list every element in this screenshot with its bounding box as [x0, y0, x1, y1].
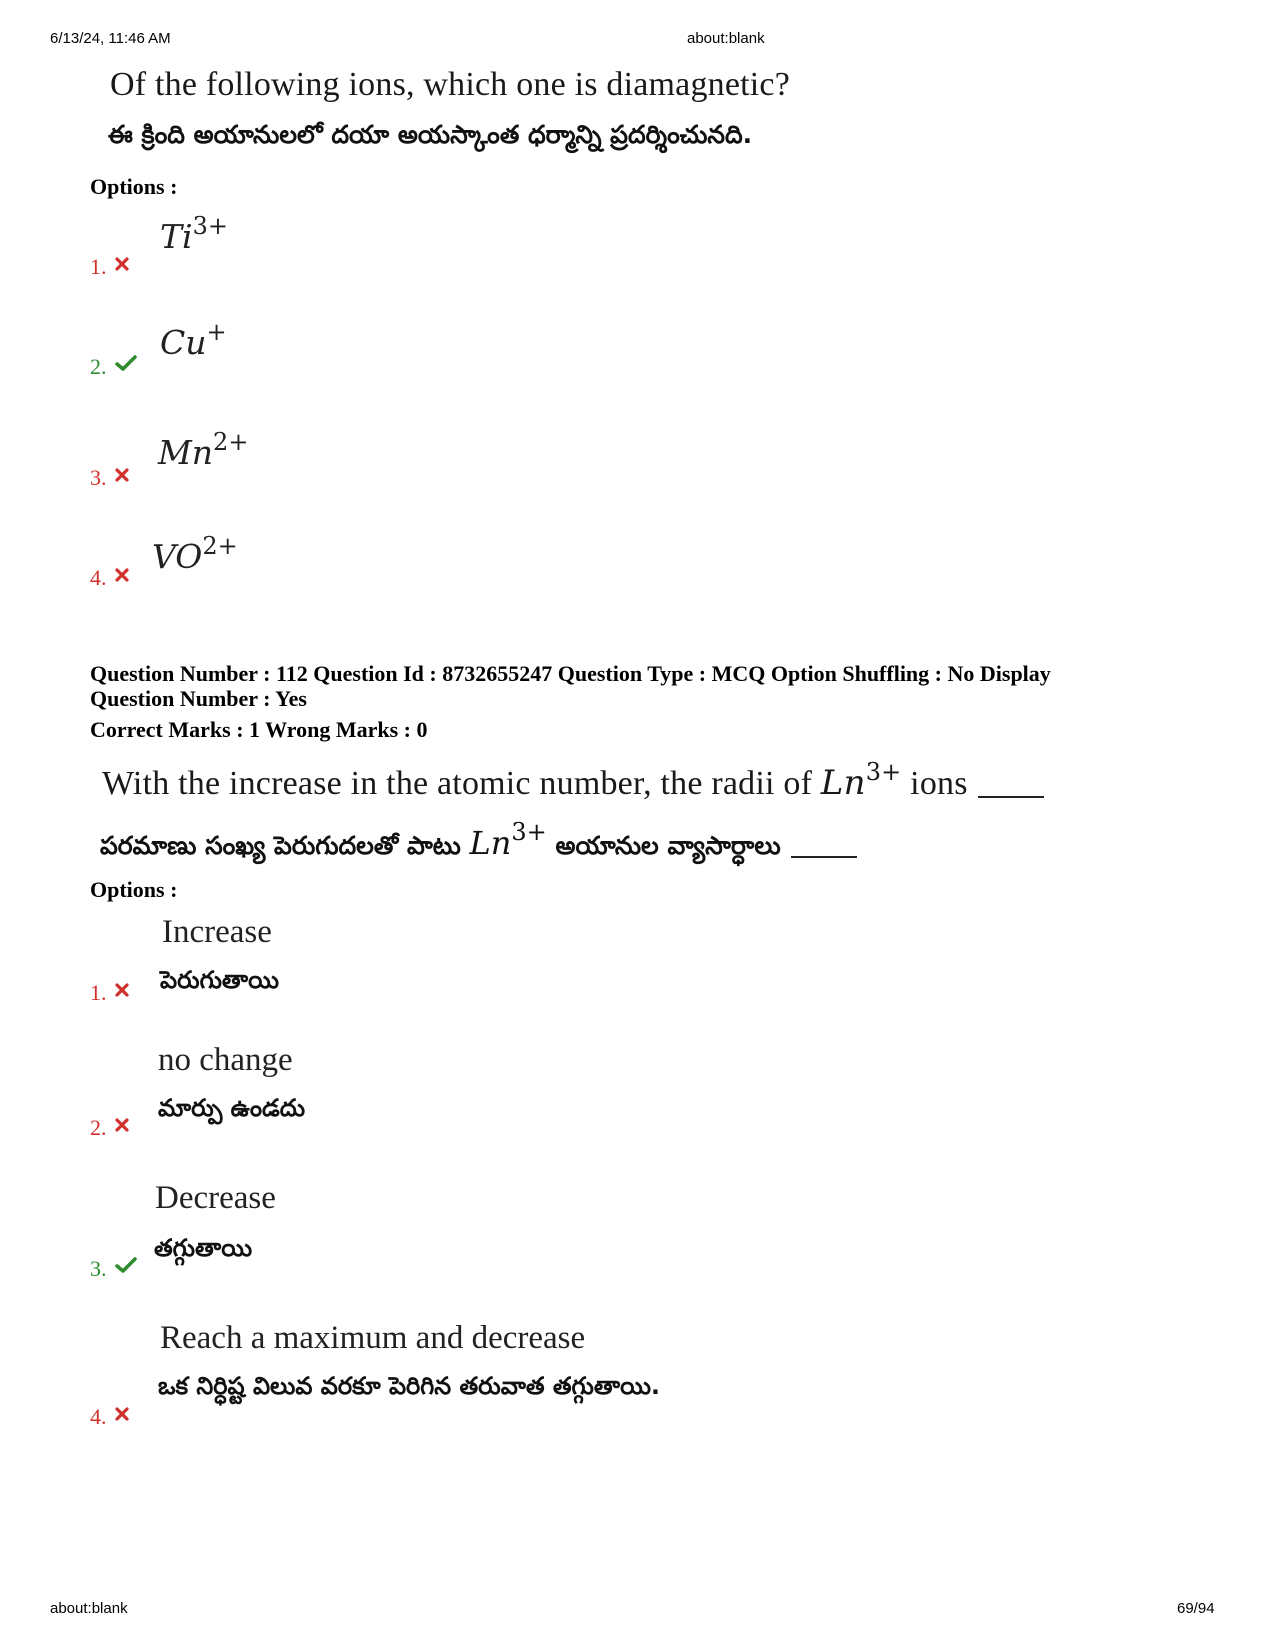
option-number: 2.	[90, 1115, 107, 1140]
option-1-text-te: పెరుగుతాయి	[160, 966, 279, 994]
question-112-marks-line: Correct Marks : 1 Wrong Marks : 0	[90, 717, 428, 742]
question-112-meta-line-1: Question Number : 112 Question Id : 8732655247 Question Type : MCQ Option Shuffling : No Display	[90, 661, 1051, 686]
cross-icon	[115, 1407, 129, 1421]
option-number: 1.	[90, 980, 107, 1005]
option-2-text-en: no change	[158, 1042, 293, 1078]
question-text-prefix: పరమాణు సంఖ్య పెరుగుదలతో పాటు	[100, 831, 461, 860]
option-2-number	[90, 1115, 129, 1141]
answer-blank	[978, 796, 1044, 798]
cross-icon	[115, 1118, 129, 1132]
question-text-prefix: With the increase in the atomic number, the radii of	[102, 765, 813, 802]
print-header-datetime: 6/13/24, 11:46 AM	[50, 30, 171, 47]
ion-charge: 3+	[192, 212, 228, 240]
option-2-number	[90, 354, 137, 380]
option-2-text-te: మార్పు ఉండదు	[158, 1094, 306, 1122]
ion-charge: 2+	[202, 532, 238, 560]
option-4-text-en: Reach a maximum and decrease	[160, 1320, 586, 1356]
option-1-number	[90, 254, 129, 280]
cross-icon	[115, 568, 129, 582]
option-2-ion	[160, 318, 227, 362]
option-number: 1.	[90, 254, 107, 279]
ion-charge: 3+	[865, 758, 902, 786]
answer-blank	[791, 856, 857, 858]
cross-icon	[115, 468, 129, 482]
option-4-ion	[152, 532, 238, 576]
option-1-ion	[160, 212, 228, 256]
option-3-text-te: తగ్గుతాయి	[154, 1234, 253, 1262]
option-1-text-en: Increase	[162, 914, 272, 950]
options-label: Options :	[90, 174, 178, 199]
option-number: 4.	[90, 1404, 107, 1429]
print-footer-url: about:blank	[50, 1600, 128, 1617]
options-label: Options :	[90, 877, 178, 902]
question-111-text-en: Of the following ions, which one is diamagnetic?	[110, 66, 791, 103]
option-4-number	[90, 1404, 129, 1430]
ion-symbol: VO	[152, 537, 203, 576]
option-3-number	[90, 1256, 137, 1282]
ion-charge: 2+	[213, 428, 249, 456]
question-112-text-en	[102, 758, 1044, 803]
ion-symbol: Mn	[158, 433, 214, 472]
cross-icon	[115, 983, 129, 997]
ion-symbol: Cu	[160, 323, 207, 362]
option-number: 3.	[90, 1256, 107, 1281]
option-1-number	[90, 980, 129, 1006]
option-3-number	[90, 465, 129, 491]
page-number: 69/94	[1177, 1600, 1215, 1617]
check-icon	[115, 355, 137, 371]
question-text-suffix: ions	[910, 765, 968, 802]
option-4-text-te: ఒక నిర్ధిష్ట విలువ వరకూ పెరిగిన తరువాత తగ్గుతాయి.	[158, 1372, 661, 1400]
question-112-meta-line-2: Question Number : Yes	[90, 686, 307, 711]
option-number: 3.	[90, 465, 107, 490]
ion-symbol: Ln	[820, 763, 866, 803]
question-text-suffix: అయానుల వ్యాసార్ధాలు	[555, 831, 781, 860]
check-icon	[115, 1257, 137, 1273]
option-3-text-en: Decrease	[155, 1180, 276, 1216]
question-112-text-te	[100, 818, 857, 867]
ion-charge: +	[206, 318, 227, 346]
ion-charge: 3+	[511, 818, 547, 846]
question-111-text-te: ఈ క్రింది అయానులలో దయా అయస్కాంత ధర్మాన్ని ప్రదర్శించునది.	[108, 120, 753, 149]
cross-icon	[115, 257, 129, 271]
ion-symbol: Ti	[160, 217, 193, 256]
option-number: 4.	[90, 565, 107, 590]
option-4-number	[90, 565, 129, 591]
option-3-ion	[158, 428, 248, 472]
option-number: 2.	[90, 354, 107, 379]
ion-symbol: Ln	[469, 824, 512, 862]
print-header-url: about:blank	[687, 30, 765, 47]
